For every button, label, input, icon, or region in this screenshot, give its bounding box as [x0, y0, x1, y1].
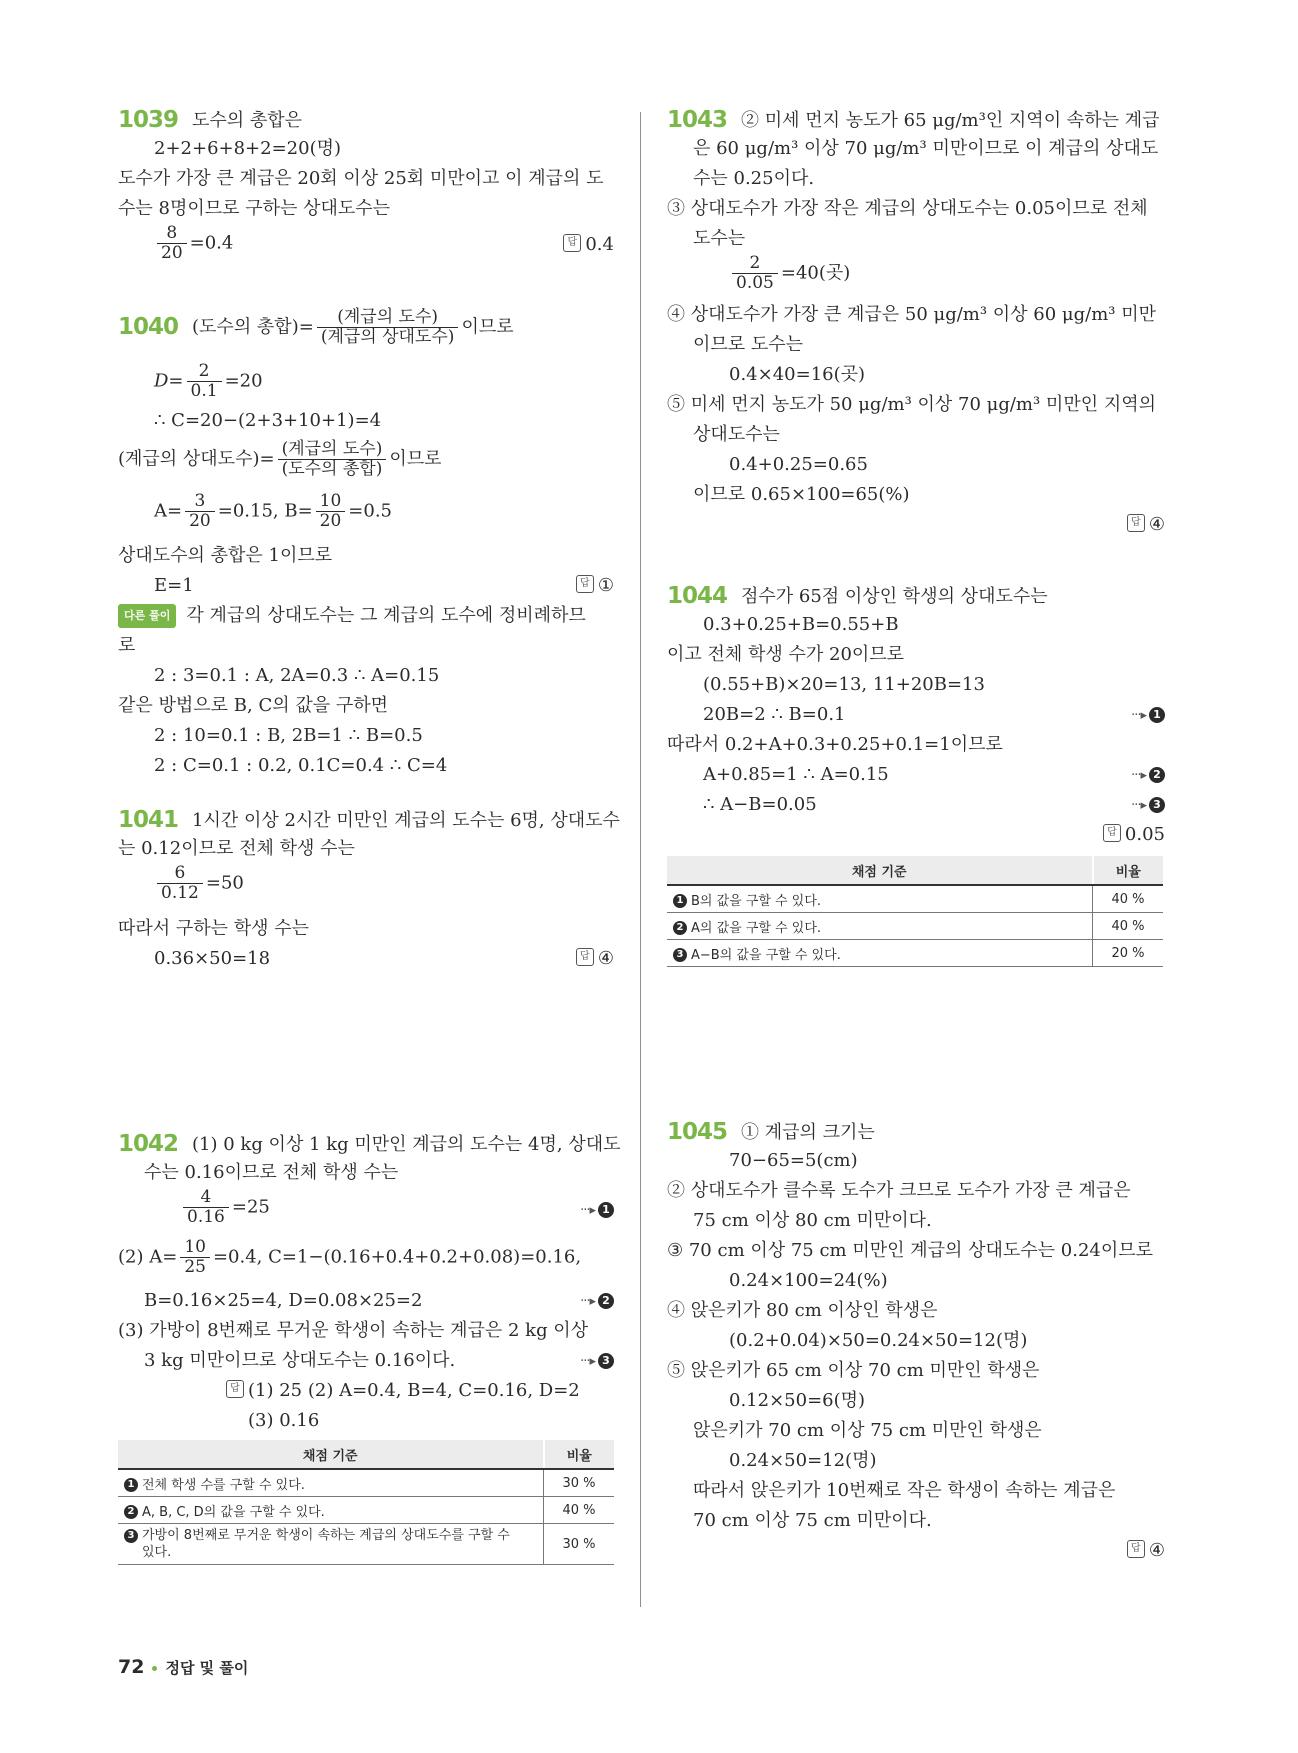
header-ratio: 비율	[544, 1440, 615, 1469]
line: 도수는	[693, 228, 746, 249]
denominator: 20	[189, 511, 211, 531]
step-number: 1	[673, 894, 687, 908]
scoring-table	[118, 1440, 614, 1565]
equation: 0.4×40=16(곳)	[729, 364, 866, 385]
line	[667, 1120, 875, 1144]
text: =0.15, B=	[217, 500, 313, 522]
ratio-cell: 40 %	[1093, 913, 1164, 940]
equation: 20B=2 ∴ B=0.1	[703, 704, 846, 725]
table-header	[667, 856, 1163, 885]
text: 도수의 총합은	[192, 110, 303, 131]
equation	[154, 864, 244, 903]
text: (도수의 총합)=	[192, 316, 314, 338]
fraction	[180, 1238, 210, 1277]
equation: ∴ A−B=0.05	[703, 794, 817, 815]
line: 75 cm 이상 80 cm 미만이다.	[693, 1210, 932, 1231]
criteria-text: 전체 학생 수를 구할 수 있다.	[142, 1477, 305, 1493]
numerator: 10	[180, 1238, 210, 1258]
text: =40(곳)	[780, 262, 851, 284]
text: =0.5	[348, 500, 393, 522]
line: 앉은키가 70 cm 이상 75 cm 미만인 학생은	[693, 1420, 1042, 1441]
problem-number: 1043	[667, 107, 728, 133]
criteria-cell	[667, 913, 1093, 940]
dots-arrow-icon: ···▸	[1131, 767, 1146, 783]
line	[118, 1132, 621, 1156]
text: =0.4	[189, 232, 234, 254]
equation	[154, 362, 263, 401]
answer-value: ④	[1148, 514, 1165, 535]
denominator: (계급의 상대도수)	[320, 327, 455, 347]
table-row	[667, 885, 1163, 913]
table-row	[667, 913, 1163, 940]
problem-number: 1045	[667, 1119, 728, 1145]
equation: 0.4+0.25=0.65	[729, 454, 868, 475]
line: ⑤ 미세 먼지 농도가 50 μg/m³ 이상 70 μg/m³ 미만인 지역의	[667, 394, 1156, 415]
ratio-cell: 30 %	[544, 1524, 615, 1565]
equation: 2 : 3=0.1 : A, 2A=0.3 ∴ A=0.15	[154, 665, 440, 686]
fraction	[278, 440, 387, 479]
dots-arrow-icon: ···▸	[580, 1202, 595, 1218]
criteria-text: B의 값을 구할 수 있다.	[691, 893, 822, 909]
step-number: 2	[1149, 767, 1165, 783]
line: 따라서 0.2+A+0.3+0.25+0.1=1이므로	[667, 734, 1003, 755]
answer-icon: 답	[576, 948, 594, 966]
equation: 0.36×50=18	[154, 948, 271, 969]
step-marker-1	[580, 1202, 614, 1218]
table-header	[118, 1440, 614, 1469]
criteria-cell	[118, 1497, 544, 1524]
page-number: 72	[118, 1656, 145, 1678]
line	[118, 308, 514, 347]
answer-icon: 답	[563, 234, 581, 252]
line: (3) 가방이 8번째로 무거운 학생이 속하는 계급은 2 kg 이상	[118, 1320, 589, 1341]
line	[118, 808, 620, 832]
answer-icon: 답	[226, 1380, 244, 1398]
line: ④ 앉은키가 80 cm 이상인 학생은	[667, 1300, 938, 1321]
problem-number: 1042	[118, 1131, 179, 1157]
text: =50	[205, 872, 244, 894]
answer	[1127, 1540, 1165, 1562]
denominator: 0.16	[187, 1207, 225, 1227]
criteria-text: A의 값을 구할 수 있다.	[691, 920, 822, 936]
table-row	[118, 1469, 614, 1497]
header-criteria: 채점 기준	[118, 1440, 544, 1469]
line: 수는 0.25이다.	[693, 168, 815, 189]
equation	[118, 1238, 581, 1277]
text: =25	[231, 1196, 270, 1218]
line	[667, 584, 1048, 608]
answer-icon: 답	[576, 575, 594, 593]
equation: E=1	[154, 575, 194, 596]
separator-dot	[152, 1666, 157, 1671]
equation: A+0.85=1 ∴ A=0.15	[703, 764, 889, 785]
text: (1) 0 kg 이상 1 kg 미만인 계급의 도수는 4명, 상대도	[192, 1134, 621, 1155]
step-marker-1	[1131, 707, 1165, 723]
denominator: 20	[319, 511, 342, 531]
answer	[1103, 824, 1165, 846]
criteria-text: A−B의 값을 구할 수 있다.	[691, 947, 841, 963]
problem-number: 1044	[667, 583, 728, 609]
text: =20	[224, 370, 263, 392]
criteria-text: A, B, C, D의 값을 구할 수 있다.	[142, 1504, 325, 1520]
line: ② 상대도수가 클수록 도수가 크므로 도수가 가장 큰 계급은	[667, 1180, 1131, 1201]
equation: 2+2+6+8+2=20(명)	[154, 138, 342, 159]
step-number: 3	[673, 948, 687, 962]
answer	[576, 948, 614, 970]
denominator: 0.12	[161, 883, 199, 903]
step-number: 1	[598, 1202, 614, 1218]
step-number: 2	[124, 1505, 138, 1519]
criteria-text: 있다.	[142, 1545, 172, 1560]
table-row	[118, 1524, 614, 1565]
answer	[576, 575, 614, 597]
fraction	[157, 864, 203, 903]
line: ③ 70 cm 이상 75 cm 미만인 계급의 상대도수는 0.24이므로	[667, 1240, 1154, 1261]
ratio-cell: 30 %	[544, 1469, 615, 1497]
numerator: 3	[185, 492, 215, 512]
numerator: 10	[316, 492, 346, 512]
step-marker-3	[1131, 797, 1165, 813]
step-marker-2	[580, 1293, 614, 1309]
fraction	[183, 1188, 229, 1227]
equation: (0.55+B)×20=13, 11+20B=13	[703, 674, 985, 695]
equation: 0.24×50=12(명)	[729, 1450, 877, 1471]
text: 점수가 65점 이상인 학생의 상대도수는	[741, 586, 1048, 607]
denominator: (도수의 총합)	[281, 459, 383, 479]
line: 상대도수의 총합은 1이므로	[118, 545, 333, 566]
dots-arrow-icon: ···▸	[1131, 707, 1146, 723]
page-footer	[118, 1656, 248, 1678]
line: 따라서 구하는 학생 수는	[118, 918, 310, 939]
problem-number: 1041	[118, 807, 179, 833]
step-number: 3	[598, 1353, 614, 1369]
footer-title: 정답 및 풀이	[165, 1659, 249, 1677]
numerator: 2	[732, 254, 778, 274]
dots-arrow-icon: ···▸	[580, 1293, 595, 1309]
line: 수는 0.16이므로 전체 학생 수는	[144, 1162, 399, 1183]
header-criteria: 채점 기준	[667, 856, 1093, 885]
answer	[1127, 514, 1165, 536]
text: A=	[154, 500, 183, 522]
dots-arrow-icon: ···▸	[580, 1353, 595, 1369]
text: 이므로	[389, 448, 442, 470]
denominator: 25	[184, 1257, 206, 1277]
answer-value: (1) 25 (2) A=0.4, B=4, C=0.16, D=2	[248, 1380, 580, 1401]
line: 상대도수는	[693, 424, 780, 445]
step-number: 2	[673, 921, 687, 935]
line: 이므로 도수는	[693, 334, 804, 355]
numerator: (계급의 도수)	[317, 308, 459, 328]
dots-arrow-icon: ···▸	[1131, 797, 1146, 813]
text: =0.4, C=1−(0.16+0.4+0.2+0.08)=0.16,	[212, 1246, 582, 1268]
answer-icon: 답	[1127, 514, 1145, 532]
denominator: 0.05	[736, 273, 774, 293]
line	[118, 605, 586, 630]
equation	[180, 1188, 270, 1227]
fraction	[185, 492, 215, 531]
line: ⑤ 앉은키가 65 cm 이상 70 cm 미만인 학생은	[667, 1360, 1040, 1381]
line: ③ 상대도수가 가장 작은 계급의 상대도수는 0.05이므로 전체	[667, 198, 1148, 219]
criteria-cell	[118, 1524, 544, 1565]
line: 70 cm 이상 75 cm 미만이다.	[693, 1510, 932, 1531]
line: ④ 상대도수가 가장 큰 계급은 50 μg/m³ 이상 60 μg/m³ 미만	[667, 304, 1156, 325]
equation: 70−65=5(cm)	[729, 1150, 858, 1171]
numerator: 4	[183, 1188, 229, 1208]
equation: 0.24×100=24(%)	[729, 1270, 888, 1291]
line: 는 0.12이므로 전체 학생 수는	[118, 838, 355, 859]
problem-number: 1040	[118, 313, 179, 340]
alt-solution-badge: 다른 풀이	[118, 604, 176, 628]
answer-value: ④	[597, 948, 614, 969]
table-row	[118, 1497, 614, 1524]
denominator: 20	[161, 243, 183, 263]
equation: 2 : 10=0.1 : B, 2B=1 ∴ B=0.5	[154, 725, 423, 746]
step-number: 1	[124, 1478, 138, 1492]
criteria-cell	[667, 885, 1093, 913]
equation	[154, 224, 233, 263]
step-marker-2	[1131, 767, 1165, 783]
equation: (0.2+0.04)×50=0.24×50=12(명)	[729, 1330, 1028, 1351]
column-divider	[640, 112, 641, 1607]
line: 따라서 앉은키가 10번째로 작은 학생이 속하는 계급은	[693, 1480, 1116, 1501]
problem-number: 1039	[118, 107, 179, 133]
scoring-table	[667, 856, 1163, 967]
equation: ∴ C=20−(2+3+10+1)=4	[154, 410, 382, 431]
text: 이므로	[461, 316, 514, 338]
line: 이고 전체 학생 수가 20이므로	[667, 644, 905, 665]
line: 도수가 가장 큰 계급은 20회 이상 25회 미만이고 이 계급의 도	[118, 168, 604, 189]
line: 수는 8명이므로 구하는 상대도수는	[118, 198, 391, 219]
equation: 이므로 0.65×100=65(%)	[693, 484, 910, 505]
text: (2) A=	[118, 1246, 178, 1268]
answer-value: ①	[597, 575, 614, 596]
answer	[226, 1380, 580, 1402]
text: 각 계급의 상대도수는 그 계급의 도수에 정비례하므	[186, 605, 586, 626]
line	[667, 108, 1159, 132]
numerator: (계급의 도수)	[278, 440, 387, 460]
fraction	[317, 308, 459, 347]
line	[118, 108, 302, 132]
answer	[563, 234, 614, 256]
step-number: 2	[598, 1293, 614, 1309]
text: (계급의 상대도수)=	[118, 448, 275, 470]
criteria-cell	[118, 1469, 544, 1497]
line: 로	[118, 635, 136, 656]
answer-icon: 답	[1127, 1540, 1145, 1558]
numerator: 8	[157, 224, 187, 244]
line: 3 kg 미만이므로 상대도수는 0.16이다.	[144, 1350, 456, 1371]
equation	[154, 492, 392, 531]
fraction	[732, 254, 778, 293]
answer-value: ④	[1148, 1540, 1165, 1561]
equation: B=0.16×25=4, D=0.08×25=2	[144, 1290, 423, 1311]
ratio-cell: 20 %	[1093, 940, 1164, 967]
step-number: 3	[1149, 797, 1165, 813]
text: 1시간 이상 2시간 미만인 계급의 도수는 6명, 상대도수	[192, 810, 620, 831]
equation	[729, 254, 850, 293]
header-ratio: 비율	[1093, 856, 1164, 885]
line: 같은 방법으로 B, C의 값을 구하면	[118, 695, 388, 716]
fraction	[187, 362, 222, 401]
step-number: 1	[1149, 707, 1165, 723]
text: ① 계급의 크기는	[741, 1122, 875, 1143]
criteria-cell	[667, 940, 1093, 967]
ratio-cell: 40 %	[1093, 885, 1164, 913]
ratio-cell: 40 %	[544, 1497, 615, 1524]
fraction	[316, 492, 346, 531]
answer-continued: (3) 0.16	[248, 1410, 320, 1431]
fraction	[157, 224, 187, 263]
equation: 2 : C=0.1 : 0.2, 0.1C=0.4 ∴ C=4	[154, 755, 448, 776]
numerator: 2	[187, 362, 222, 382]
equation: 0.12×50=6(명)	[729, 1390, 866, 1411]
table-row	[667, 940, 1163, 967]
step-marker-3	[580, 1353, 614, 1369]
line	[118, 440, 442, 479]
line: 은 60 μg/m³ 이상 70 μg/m³ 미만이므로 이 계급의 상대도	[693, 138, 1159, 159]
denominator: 0.1	[190, 381, 218, 401]
criteria-text: 가방이 8번째로 무거운 학생이 속하는 계급의 상대도수를 구할 수	[142, 1528, 510, 1543]
numerator: 6	[157, 864, 203, 884]
answer-value: 0.4	[585, 234, 614, 255]
answer-value: 0.05	[1124, 824, 1165, 845]
answer-icon: 답	[1103, 824, 1121, 842]
text: ② 미세 먼지 농도가 65 μg/m³인 지역이 속하는 계급	[741, 110, 1160, 131]
equation: 0.3+0.25+B=0.55+B	[703, 614, 899, 635]
text: D=	[154, 370, 184, 392]
step-number: 3	[124, 1529, 138, 1543]
